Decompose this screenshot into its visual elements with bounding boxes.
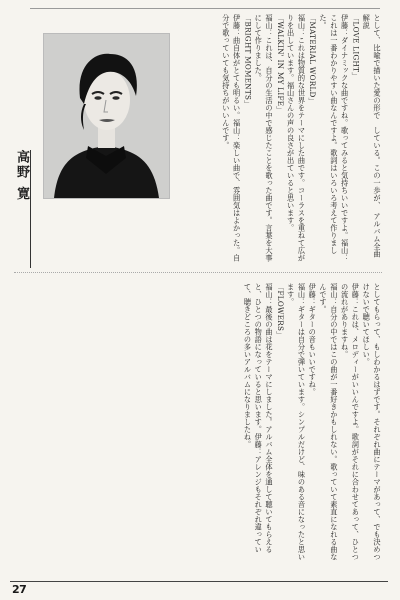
- column-divider: [14, 272, 382, 273]
- portrait-illustration: [44, 34, 169, 198]
- portrait-photo: [43, 33, 170, 199]
- person-name-block: [12, 150, 34, 270]
- article-top-column: として、比喩で描いた愛の形で している。この一歩が、 アルバム全曲解説 「LOVE LIGHT」 伊藤：ダイナミックな曲ですね。歌ってみると気持ちいいですよ。福山：これは一番わかりやすい曲なんですよ。歌詞はいろいろ考えて作りました。 「MATERIAL WORLD」 福山：これは物質的な世界をテーマにした曲です。コーラスを重ねて広がりを出しています。福山さんの声の良さが出ていると思います。 「WALKIN' IN MY LIFE」 福山：これは、自分の生活の中で感じたことを歌った曲です。言葉を大事にして作りました。 「BRIGHT MOMENTS」 伊藤：曲自体がとても明るい。福山：楽しい曲で、雰囲気はよかった。自分で歌っていても気持ちがいいんです。: [221, 14, 382, 262]
- person-name: 高野 寛: [14, 150, 29, 202]
- bottom-rule: [10, 581, 388, 582]
- page-number: 27: [12, 583, 27, 596]
- article-bottom-column: としてもらって、もしわかるはずです。それぞれ曲にテーマがあって、でも決めつけないで聴いてほしい。 伊藤：これは、メロディーがいいんですよ。歌詞がそれに合わせてあって、ひとつの流れがありますね。 福山：自分の中ではこの曲が一番好きかもしれない。歌っていて素直になれる曲なんです。 伊藤：ギターの音もいいですね。 福山：ギターは自分で弾いています。シンプルだけど、味のある音になったと思います。 「FLOWERS」 福山：最後の曲は花をテーマにしました。アルバム全体を通して聴いてもらえると、ひとつの物語になっていると思います。伊藤：アレンジもそれぞれ違っていて、聴きどころの多いアルバムになりましたね。: [243, 283, 382, 561]
- top-rule: [30, 8, 380, 9]
- name-rule: [30, 150, 31, 268]
